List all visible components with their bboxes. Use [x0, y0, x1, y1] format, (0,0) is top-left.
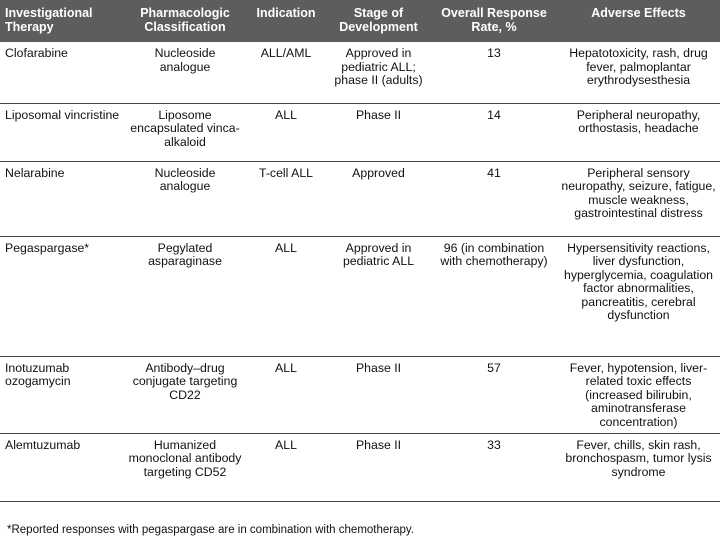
- cell-response: 33: [431, 433, 557, 501]
- cell-response: 57: [431, 356, 557, 433]
- cell-classification: Humanized monoclonal antibody targeting CD52: [124, 433, 246, 501]
- cell-indication: ALL: [246, 433, 326, 501]
- cell-adverse-effects: Peripheral sensory neuropathy, seizure, fatigue, muscle weakness, gastrointestinal distress: [557, 161, 720, 236]
- cell-therapy: Nelarabine: [0, 161, 124, 236]
- cell-stage: Approved in pediatric ALL: [326, 236, 431, 356]
- cell-response: 13: [431, 42, 557, 103]
- header-indication: Indication: [256, 6, 316, 20]
- cell-therapy: Inotuzumab ozogamycin: [0, 356, 124, 433]
- table-row: [0, 103, 720, 161]
- cell-indication: T-cell ALL: [246, 161, 326, 236]
- cell-indication: ALL/AML: [246, 42, 326, 103]
- cell-therapy: Pegaspargase*: [0, 236, 124, 356]
- cell-response: 14: [431, 103, 557, 161]
- table-row: [0, 42, 720, 103]
- cell-classification: Nucleoside analogue: [124, 42, 246, 103]
- header-adverse-effects: Adverse Effects: [591, 6, 686, 20]
- cell-adverse-effects: Peripheral neuropathy, orthostasis, headache: [557, 103, 720, 161]
- cell-response: 41: [431, 161, 557, 236]
- cell-stage: Phase II: [326, 103, 431, 161]
- cell-indication: ALL: [246, 103, 326, 161]
- cell-classification: Antibody–drug conjugate targeting CD22: [124, 356, 246, 433]
- table-row: [0, 236, 720, 356]
- cell-therapy: Clofarabine: [0, 42, 124, 103]
- table-footnote: *Reported responses with pegaspargase are in combination with chemotherapy.: [7, 524, 414, 536]
- header-stage: Stage of Development: [339, 6, 418, 34]
- header-therapy: Investigational Therapy: [5, 6, 93, 34]
- cell-classification: Nucleoside analogue: [124, 161, 246, 236]
- cell-stage: Approved: [326, 161, 431, 236]
- cell-classification: Liposome encapsulated vinca-alkaloid: [124, 103, 246, 161]
- table-row: [0, 356, 720, 433]
- table-row: [0, 161, 720, 236]
- table-row: [0, 433, 720, 501]
- cell-stage: Phase II: [326, 356, 431, 433]
- cell-response: 96 (in combination with chemotherapy): [431, 236, 557, 356]
- cell-stage: Approved in pediatric ALL; phase II (adults): [326, 42, 431, 103]
- cell-adverse-effects: Fever, hypotension, liver-related toxic effects (increased bilirubin, aminotransferase concentration): [557, 356, 720, 433]
- cell-indication: ALL: [246, 356, 326, 433]
- cell-therapy: Alemtuzumab: [0, 433, 124, 501]
- cell-indication: ALL: [246, 236, 326, 356]
- cell-adverse-effects: Hepatotoxicity, rash, drug fever, palmoplantar erythrodysesthesia: [557, 42, 720, 103]
- header-response: Overall Response Rate, %: [441, 6, 547, 34]
- cell-stage: Phase II: [326, 433, 431, 501]
- cell-adverse-effects: Fever, chills, skin rash, bronchospasm, tumor lysis syndrome: [557, 433, 720, 501]
- header-classification: Pharmacologic Classification: [140, 6, 230, 34]
- table-header-row: [0, 0, 720, 42]
- cell-therapy: Liposomal vincristine: [0, 103, 124, 161]
- cell-adverse-effects: Hypersensitivity reactions, liver dysfunction, hyperglycemia, coagulation factor abnormalities, pancreatitis, cerebral dysfunction: [557, 236, 720, 356]
- cell-classification: Pegylated asparaginase: [124, 236, 246, 356]
